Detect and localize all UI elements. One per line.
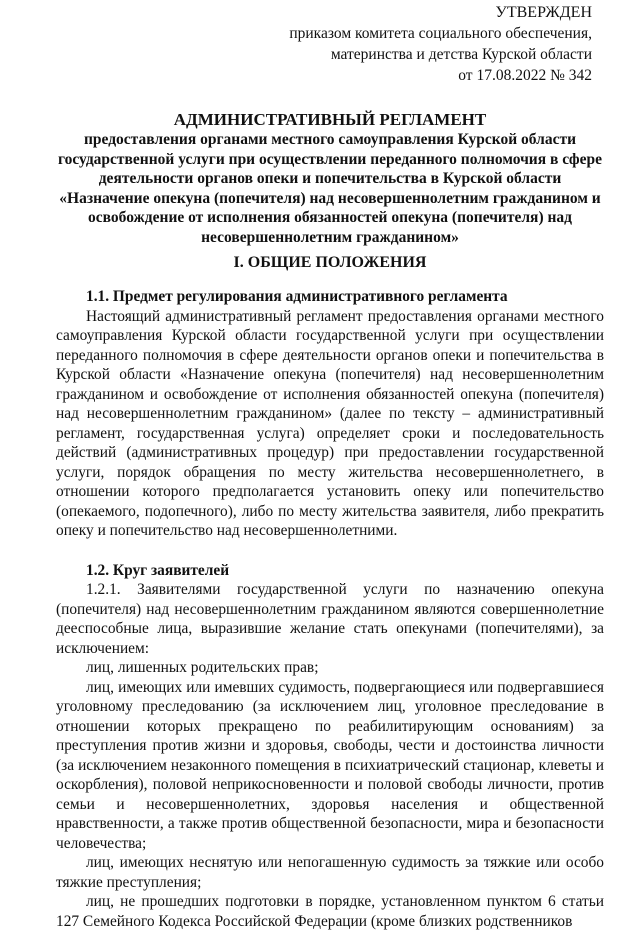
approval-title: УТВЕРЖДЕН [495,4,592,21]
paragraph: лиц, не прошедших подготовки в порядке, установленном пунктом 6 статьи 127 Семейного Кодекса Российской Федерации (кроме близких родственников [56,893,604,930]
subsection-heading: 1.1. Предмет регулирования административного регламента [86,288,508,305]
approval-line: приказом комитета социального обеспечения, [289,25,592,42]
section-title: I. ОБЩИЕ ПОЛОЖЕНИЯ [233,254,427,271]
paragraph: 1.2.1. Заявителями государственной услуги по назначению опекуна (попечителя) над несовершеннолетним гражданином являются совершеннолетние дееспособные лица, выразившие желание стать опекунами (попечителями), за исключением: [56,581,604,657]
paragraph: Настоящий административный регламент предоставления органами местного самоуправления Курской области государственной услуги при осуществлении переданного полномочия в сфере деятельности органов опеки и попечительства в Курской области «Назначение опекуна (попечителя) над несовершеннолетним гражданином и освобождение от исполнения обязанностей опекуна (попечителя) над несовершеннолетним гражданином» (далее по тексту – административный регламент, государственная услуга) определяет сроки и последовательность действий (административных процедур) при предоставлении государственной услуги, порядок обращения по месту жительства несовершеннолетнего, в отношении которого предполагается установить опеку или попечительство (опекаемого, подопечного), либо по месту жительства заявителя, либо прекратить опеку и попечительство над несовершеннолетними. [56,307,604,539]
approval-date: от 17.08.2022 № 342 [458,67,592,84]
paragraph: лиц, имеющих неснятую или непогашенную судимость за тяжкие или особо тяжкие преступления; [56,854,604,891]
document-subtitle: предоставления органами местного самоуправления Курской области государственной услуги при осуществлении переданного полномочия в сфере деятельности органов опеки и попечительства в Курской области «Назначение опекуна (попечителя) над несовершеннолетним гражданином и освобождение от исполнения обязанностей опекуна (попечителя) над несовершеннолетним гражданином» [57,131,603,246]
approval-stamp [232,2,592,86]
paragraph: лиц, имеющих или имевших судимость, подвергающиеся или подвергавшиеся уголовному преследованию (за исключением лиц, уголовное преследование в отношении которых прекращено по реабилитирующим основаниям) за преступления против жизни и здоровья, свободы, чести и достоинства личности (за исключением незаконного помещения в психиатрический стационар, клеветы и оскорбления), половой неприкосновенности и половой свободы личности, против семьи и несовершеннолетних, здоровья населения и общественной нравственности, а также против общественной безопасности, мира и безопасности человечества; [56,678,604,852]
document-body [56,287,604,931]
approval-line: материнства и детства Курской области [330,46,592,63]
document-title: АДМИНИСТРАТИВНЫЙ РЕГЛАМЕНТ [173,110,487,129]
subsection-heading: 1.2. Круг заявителей [86,561,230,579]
paragraph: лиц, лишенных родительских прав; [86,659,319,676]
